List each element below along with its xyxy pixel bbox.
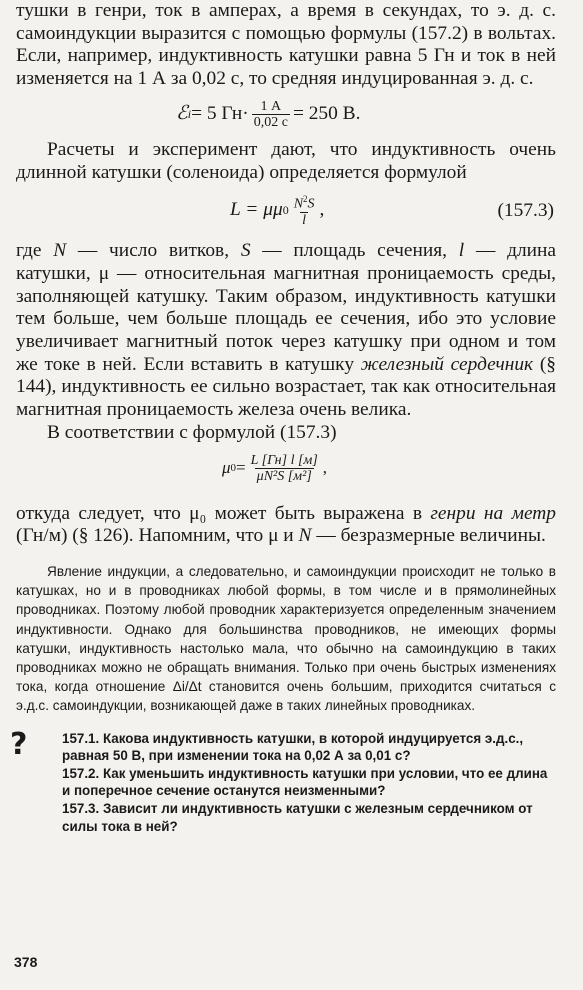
formula-emf-numerator: 1 А — [260, 98, 282, 114]
page — [10, 0, 556, 835]
page-number: 378 — [14, 954, 38, 970]
formula-mu0-lhs: μ — [222, 457, 231, 477]
question-mark-icon: ? — [10, 726, 28, 762]
formula-inductance-num-sup: 2 — [303, 194, 308, 205]
formula-mu0-fraction — [249, 453, 320, 484]
question-item: 157.3. Зависит ли индуктивность катушки с железным сердечником от силы тока в ней? — [62, 800, 533, 834]
emf-symbol: ℰ — [176, 102, 188, 124]
equation-number: (157.3) — [497, 200, 554, 222]
formula-mu0-denominator: μN²S [м²] — [256, 468, 312, 484]
formula-emf-denominator: 0,02 с — [253, 114, 288, 130]
question-item: 157.2. Как уменьшить индуктивность катушки при условии, что ее длина и поперечное сечение останутся неизменными? — [62, 765, 548, 799]
formula-inductance — [16, 184, 556, 240]
paragraph-2: Расчеты и эксперимент дают, что индуктивность очень длинной катушки (соленоида) определяется формулой — [16, 138, 556, 183]
formula-emf-fraction — [252, 99, 290, 130]
emphasis-iron-core: железный сердечник — [360, 353, 534, 375]
questions-block — [10, 726, 556, 836]
formula-mu0 — [16, 445, 556, 503]
formula-inductance-den: l — [302, 212, 307, 228]
formula-inductance-fraction — [292, 192, 317, 228]
paragraph-4: В соответствии с формулой (157.3) — [47, 421, 337, 443]
formula-inductance-lhs: L = μμ — [230, 198, 283, 220]
main-text — [16, 0, 556, 548]
emf-subscript: i — [187, 106, 192, 121]
paragraph-3: где N — число витков, S — площадь сечения, l — длина катушки, μ — относительная магнитная проницаемость среды, заполняющей катушку. Таким образом, индуктивность катушки тем больше, чем больше площадь ее сечения, ибо это условие увеличивает магнитный поток через катушку при одном и том же токе в ней. Если вставить в катушку железный сердечник (§ 144), индуктивность ее сильно возрастает, так как относительная магнитная проницаемость железа очень велика. — [16, 240, 556, 421]
formula-mu0-sub: 0 — [230, 461, 237, 474]
formula-mu0-eq: = — [236, 457, 246, 477]
formula-inductance-num-b: S — [307, 196, 315, 212]
formula-mu0-numerator: L [Гн] l [м] — [250, 452, 318, 468]
question-list — [62, 730, 556, 836]
formula-emf — [16, 91, 556, 139]
formula-inductance-tail: , — [319, 198, 325, 220]
question-item: 157.1. Какова индуктивность катушки, в которой индуцируется э.д.с., равная 50 В, при изменении тока на 0,02 А за 0,01 с? — [62, 730, 524, 764]
emphasis-henry-per-meter: генри на метр — [430, 502, 556, 524]
formula-inductance-sub: 0 — [282, 202, 289, 217]
formula-mu0-tail: , — [322, 457, 328, 477]
formula-emf-eq1: = 5 Гн· — [191, 102, 249, 124]
note-paragraph: Явление индукции, а следовательно, и самоиндукции происходит не только в катушках, но и в проводниках любой формы, в том числе и в прямолинейных проводниках. Поэтому любой проводник характеризуется определенным значением индуктивности. Однако для большинства проводников, не имеющих формы катушки, индуктивность настолько мала, что обычно на самоиндукцию в таких проводниках можно не обращать внимания. Только при очень быстрых изменениях тока, когда отношение Δi/Δt становится очень большим, приходится считаться с э.д.с. самоиндукции, возникающей даже в таких линейных проводниках. — [16, 563, 556, 714]
small-print-note — [16, 562, 556, 716]
paragraph-5: откуда следует, что μ₀ может быть выражена в генри на метр (Гн/м) (§ 126). Напомним, что μ и N — безразмерные величины. — [16, 502, 556, 547]
formula-inductance-num-a: N — [293, 196, 304, 212]
paragraph-1: тушки в генри, ток в амперах, а время в секундах, то э. д. с. самоиндукции выразится с помощью формулы (157.2) в вольтах. Если, например, индуктивность катушки равна 5 Гн и ток в ней изменяется на 1 А за 0,02 с, то средняя индуцированная э. д. с. — [16, 0, 556, 90]
formula-emf-result: = 250 В. — [292, 102, 361, 124]
